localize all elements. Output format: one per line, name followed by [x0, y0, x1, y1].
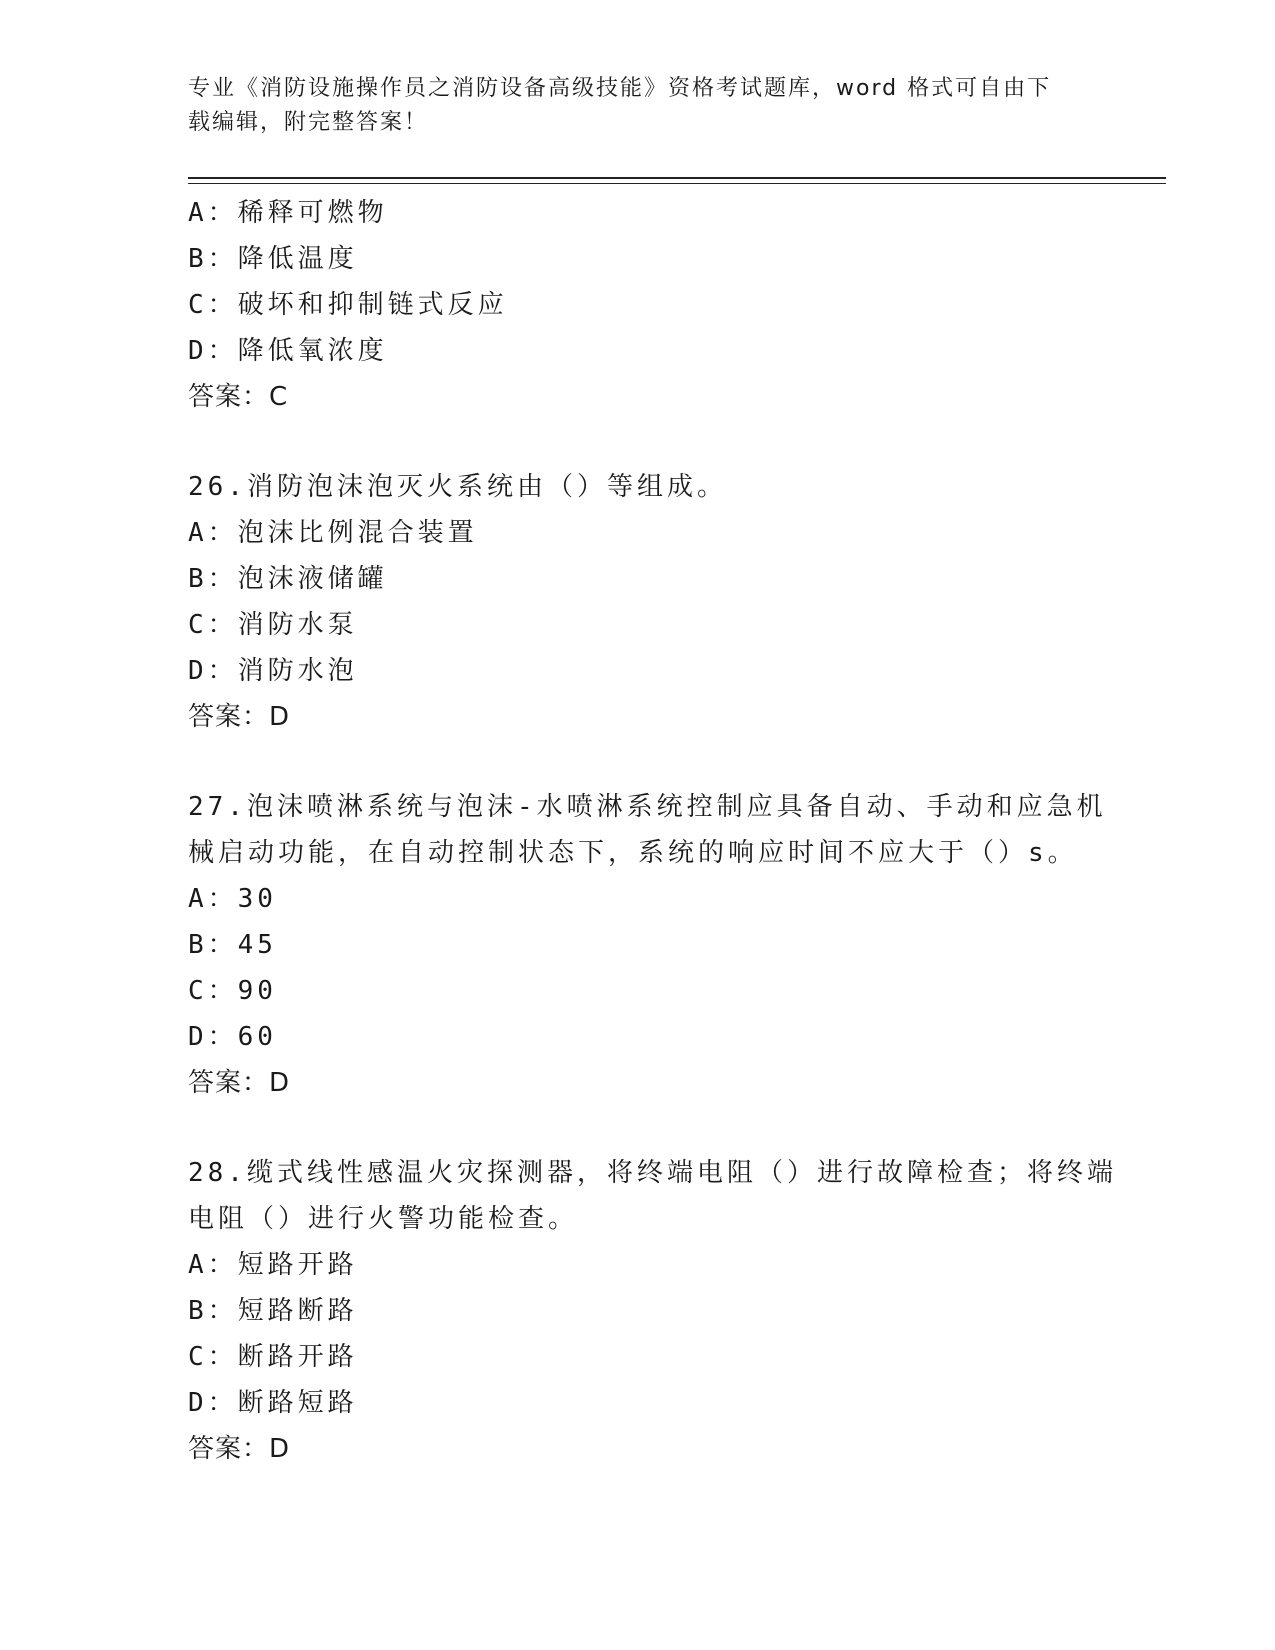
- answer: 答案：D: [188, 702, 291, 732]
- option-c: C：90: [188, 976, 277, 1006]
- question-text-line-2: 电阻（）进行火警功能检查。: [188, 1204, 579, 1234]
- option-a: A：泡沫比例混合装置: [188, 518, 478, 548]
- option-d: D：60: [188, 1022, 277, 1052]
- option-b: B：泡沫液储罐: [188, 564, 388, 594]
- option-b: B：短路断路: [188, 1296, 358, 1326]
- question-28: [188, 1150, 1117, 1472]
- question-27: [188, 784, 1107, 1106]
- header-line-1: 专业《消防设施操作员之消防设备高级技能》资格考试题库，word 格式可自由下: [188, 76, 1052, 101]
- option-d: D：降低氧浓度: [188, 336, 388, 366]
- option-a: A：稀释可燃物: [188, 198, 388, 228]
- question-text-line-1: 28.缆式线性感温火灾探测器，将终端电阻（）进行故障检查；将终端: [188, 1158, 1117, 1188]
- header-divider-thick: [188, 177, 1166, 179]
- option-a: A：短路开路: [188, 1250, 358, 1280]
- question-text-line-2: 械启动功能，在自动控制状态下，系统的响应时间不应大于（）s。: [188, 838, 1078, 868]
- option-b: B：降低温度: [188, 244, 358, 274]
- option-d: D：断路短路: [188, 1388, 358, 1418]
- option-c: C：消防水泵: [188, 610, 358, 640]
- question-list: [188, 190, 1117, 1472]
- question-text: 26.消防泡沫泡灭火系统由（）等组成。: [188, 472, 727, 502]
- answer: 答案：D: [188, 1434, 291, 1464]
- header-divider-thin: [188, 183, 1166, 184]
- answer: 答案：D: [188, 1068, 291, 1098]
- question-26: [188, 464, 1088, 740]
- question-25: [188, 190, 1088, 420]
- option-b: B：45: [188, 930, 277, 960]
- option-a: A：30: [188, 884, 277, 914]
- spacer: [188, 740, 1088, 784]
- document-header: [188, 72, 1068, 140]
- option-c: C：断路开路: [188, 1342, 358, 1372]
- spacer: [188, 420, 1088, 464]
- option-d: D：消防水泡: [188, 656, 358, 686]
- option-c: C：破坏和抑制链式反应: [188, 290, 508, 320]
- header-line-2: 载编辑，附完整答案！: [188, 110, 429, 135]
- question-text-line-1: 27.泡沫喷淋系统与泡沫-水喷淋系统控制应具备自动、手动和应急机: [188, 792, 1107, 822]
- spacer: [188, 1106, 1088, 1150]
- answer: 答案：C: [188, 382, 289, 412]
